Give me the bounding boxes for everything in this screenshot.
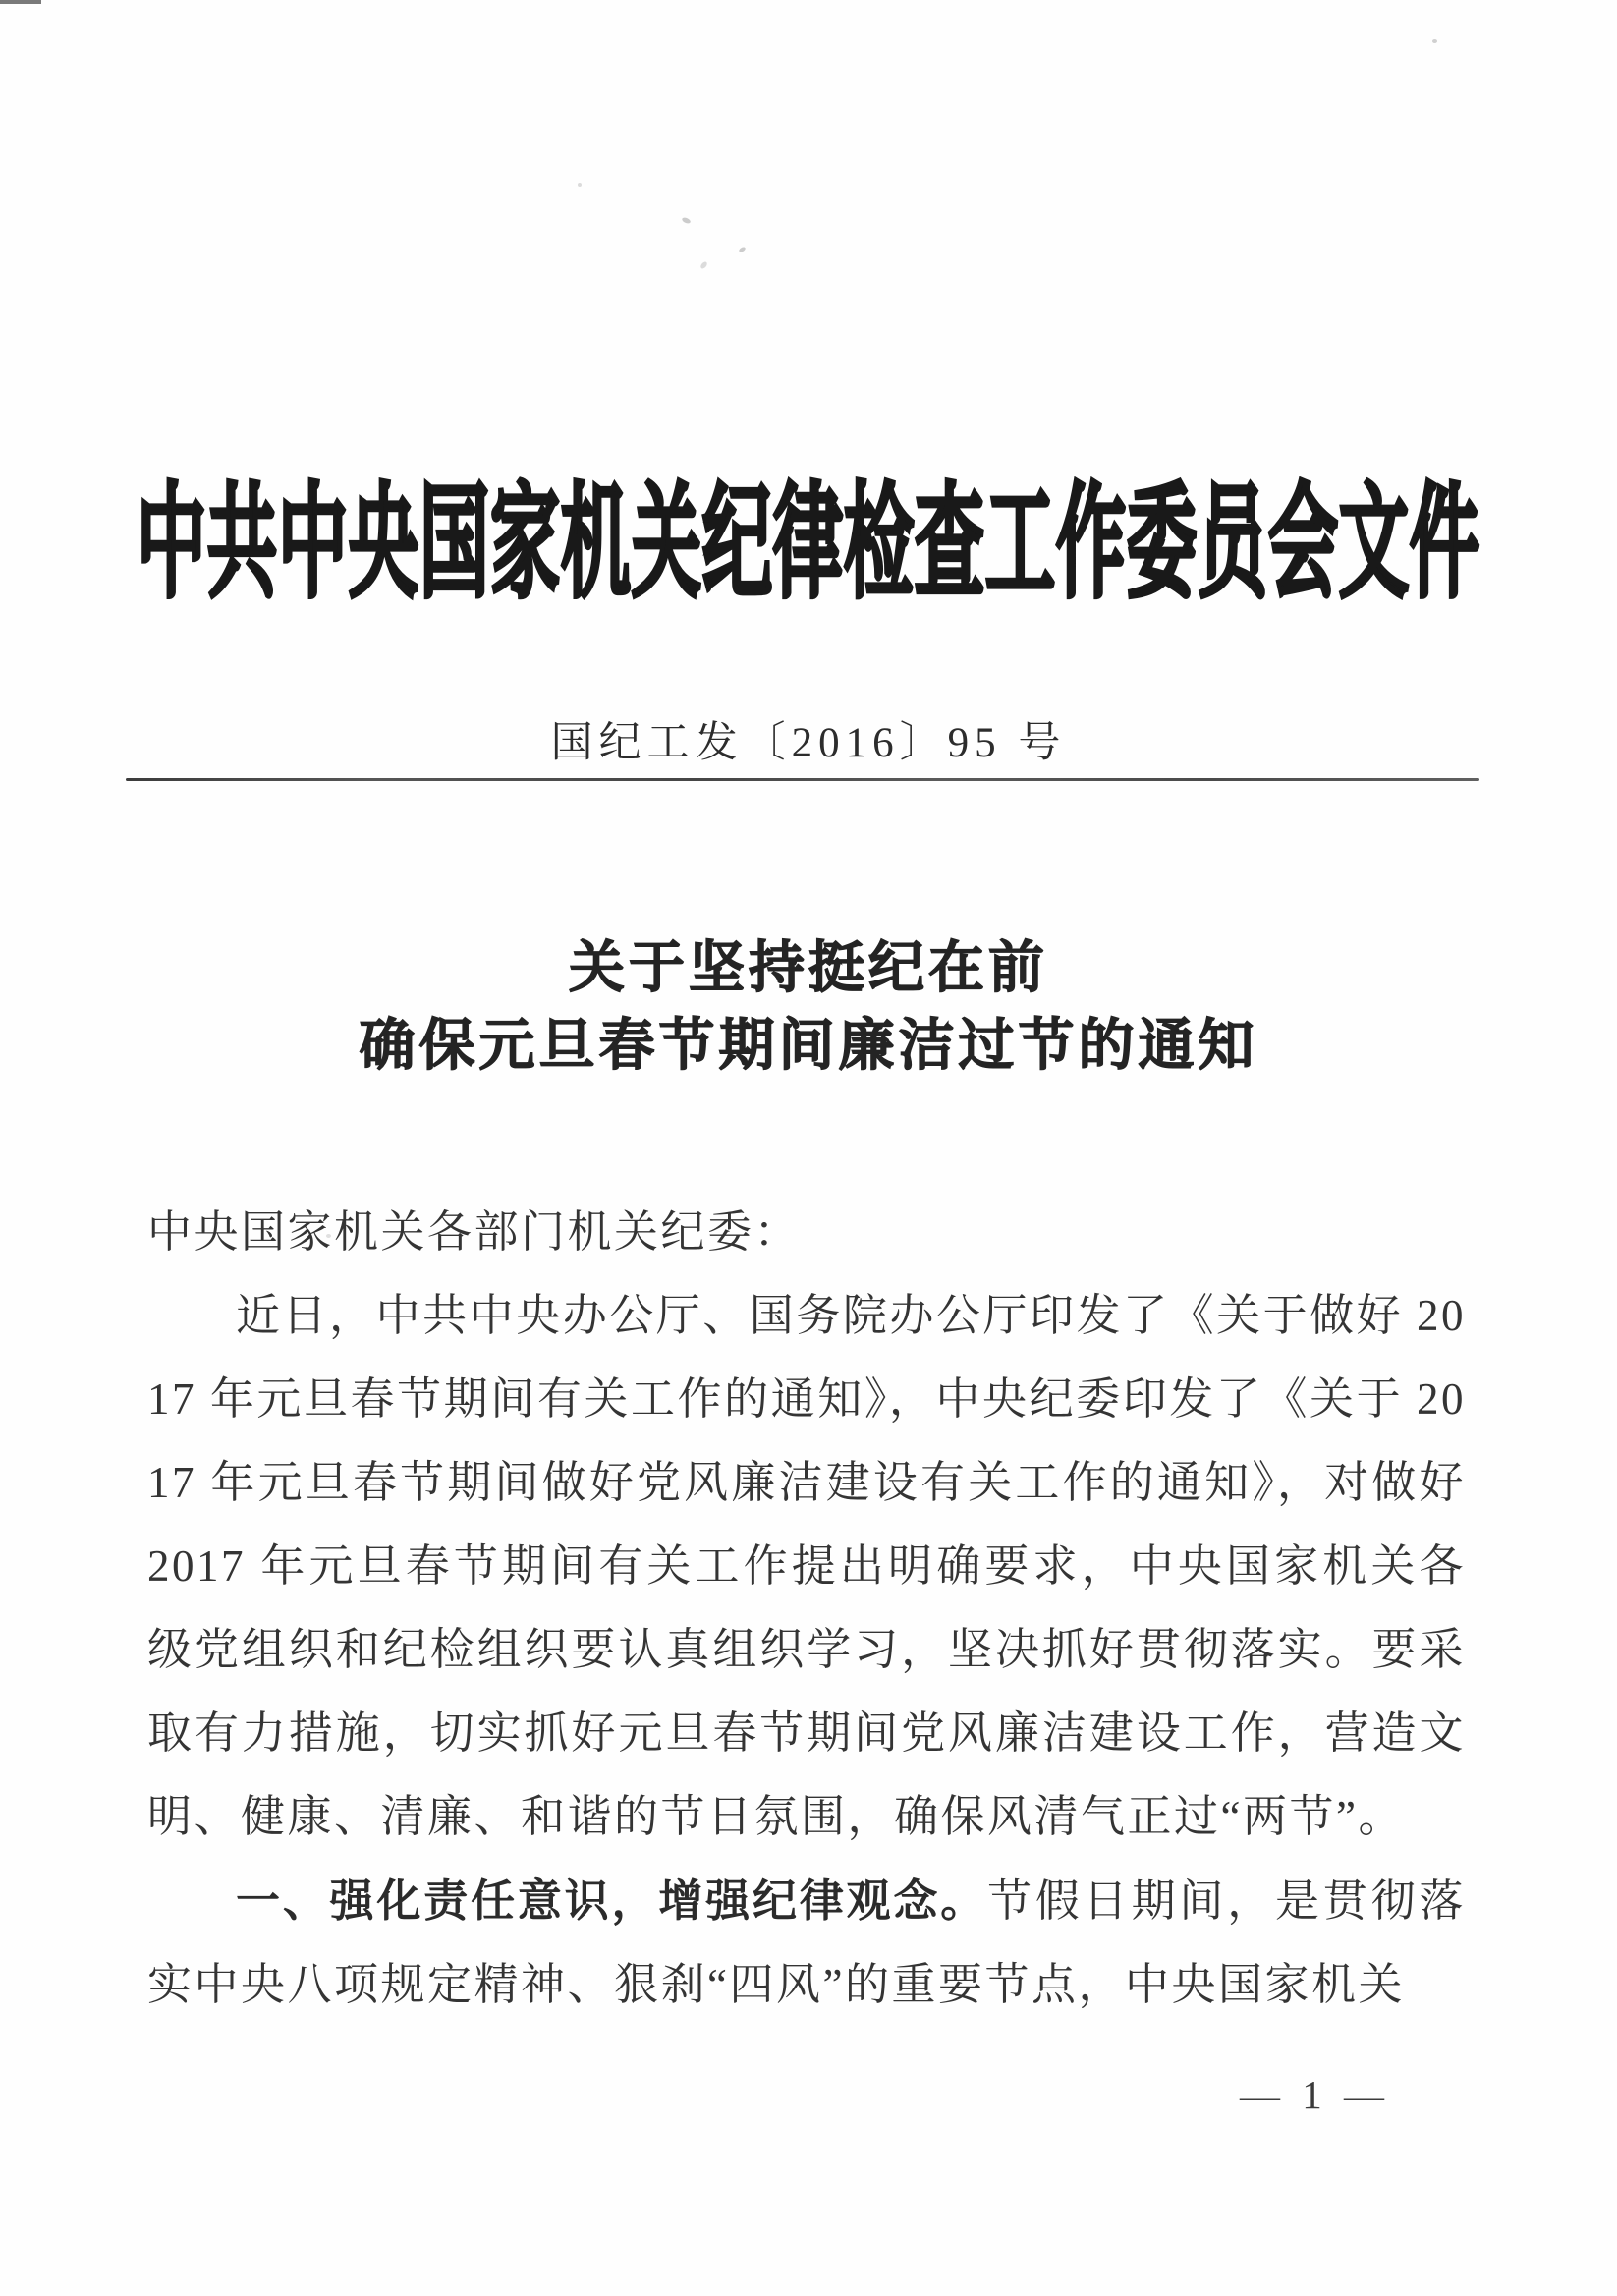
document-title (0, 929, 1617, 1085)
scan-speck (738, 247, 746, 253)
scan-speck (699, 260, 708, 269)
page-number: — 1 — (1240, 2072, 1390, 2117)
paragraph-2 (147, 1859, 1466, 2027)
masthead-title: 中共中央国家机关纪律检查工作委员会文件 (136, 476, 1480, 614)
document-title-line2: 确保元旦春节期间廉洁过节的通知 (359, 1015, 1258, 1077)
scan-speck (681, 216, 691, 224)
salutation: 中央国家机关各部门机关纪委： (147, 1207, 802, 1257)
paragraph-2-text: 节假日期间，是贯彻落实中央八项规定精神、狠刹“四风”的重要节点，中央国家机关 (147, 1876, 1466, 2009)
scan-speck (1432, 39, 1437, 43)
paragraph-2-bold-lead: 一、强化责任意识，增强纪律观念。 (236, 1876, 988, 1926)
scan-speck (578, 183, 582, 187)
document-title-line1: 关于坚持挺纪在前 (569, 937, 1048, 999)
document-number: 国纪工发〔2016〕95 号 (550, 720, 1067, 766)
masthead-separator-line (126, 778, 1479, 781)
scan-edge-artifact (0, 0, 41, 4)
paragraph-1: 近日，中共中央办公厅、国务院办公厅印发了《关于做好 2017 年元旦春节期间有关工作的通知》，中央纪委印发了《关于 2017 年元旦春节期间做好党风廉洁建设有关工作的通知》，对做好 2017 年元旦春节期间有关工作提出明确要求，中央国家机关各级党组织和纪检组织要认真组织学习，坚决抓好贯彻落实。要采取有力措施，切实抓好元旦春节期间党风廉洁建设工作，营造文明、健康、清廉、和谐的节日氛围，确保风清气正过“两节”。 (147, 1291, 1466, 1841)
document-body (147, 1191, 1466, 2027)
